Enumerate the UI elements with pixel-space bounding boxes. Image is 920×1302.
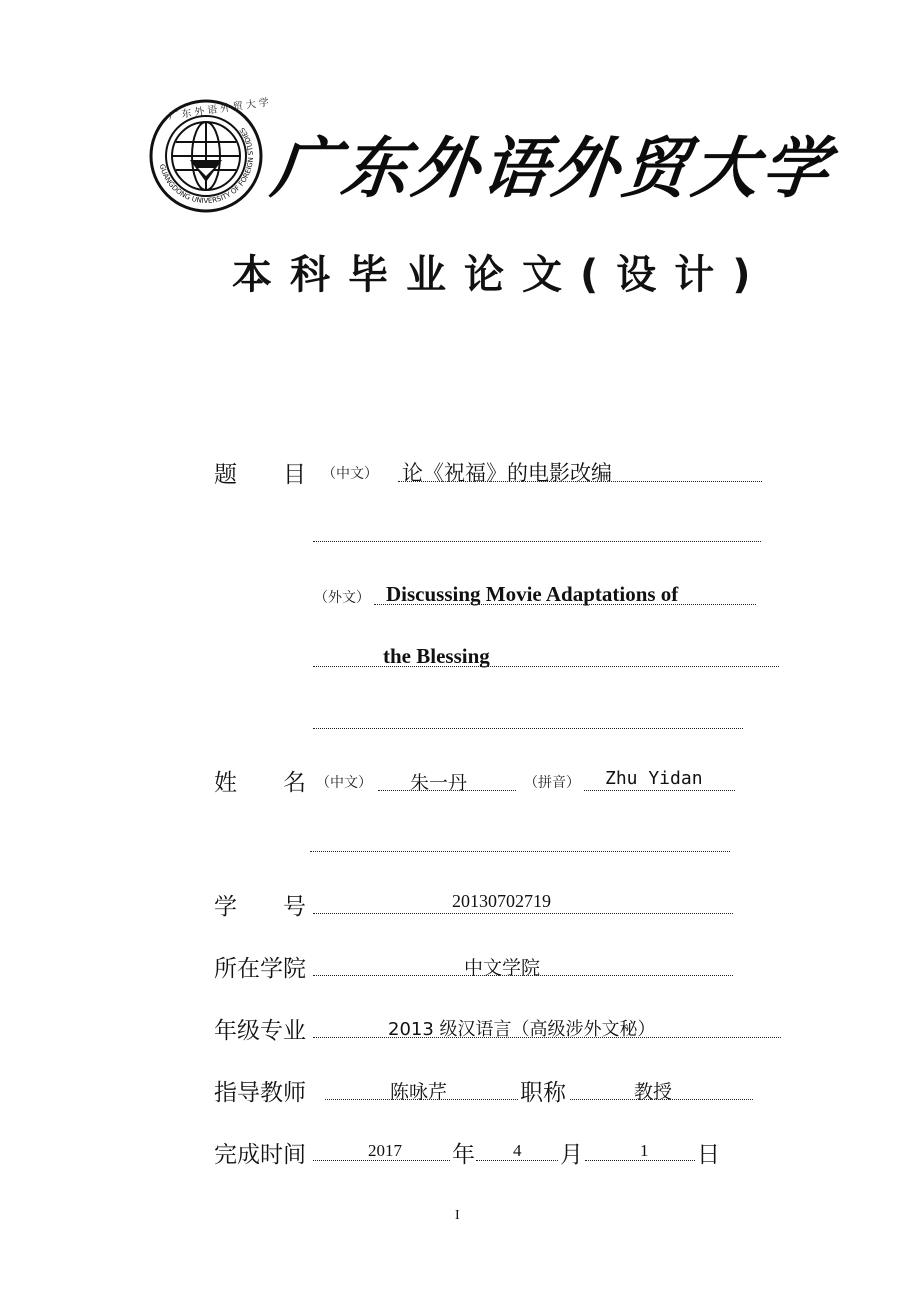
student-id-underline: [313, 913, 733, 914]
name-cn-tag: （中文）: [316, 775, 372, 791]
student-id-label: 学 号: [214, 894, 306, 920]
name-cn-underline: [378, 790, 516, 791]
title-en-underline-1: [374, 604, 756, 605]
year-underline: [313, 1160, 450, 1161]
month-value: 4: [513, 1141, 522, 1160]
name-label: 姓 名: [214, 770, 306, 796]
title-foreign-tag: （外文）: [314, 590, 370, 606]
name-pinyin-tag: （拼音）: [524, 775, 580, 791]
day-unit: 日: [697, 1142, 720, 1168]
seal-top-text: 广东外语外贸大学: [168, 96, 273, 123]
day-underline: [585, 1160, 695, 1161]
title-en-line2: the Blessing: [383, 644, 490, 668]
major-label: 年级专业: [214, 1018, 306, 1044]
rank-label: 职称: [520, 1080, 566, 1106]
title-en-line1: Discussing Movie Adaptations of: [386, 582, 679, 606]
advisor-label: 指导教师: [214, 1080, 306, 1106]
page-number: I: [455, 1208, 460, 1223]
university-name: 广东外语外贸大学: [267, 129, 837, 207]
title-cn-underline: [398, 481, 762, 482]
month-underline: [476, 1160, 558, 1161]
college-value: 中文学院: [464, 957, 541, 979]
advisor-underline: [325, 1099, 518, 1100]
date-label: 完成时间: [214, 1142, 306, 1168]
title-en-underline-2: [313, 666, 779, 667]
college-underline: [313, 975, 733, 976]
name-cn-value: 朱一丹: [410, 772, 468, 794]
advisor-value: 陈咏芹: [390, 1081, 448, 1103]
college-label: 所在学院: [214, 956, 306, 982]
title-cn-value: 论《祝福》的电影改编: [402, 461, 612, 485]
name-pinyin-underline: [584, 790, 735, 791]
title-en-underline-3: [313, 728, 743, 729]
day-value: 1: [640, 1141, 649, 1160]
major-value: 2013 级汉语言（高级涉外文秘）: [388, 1019, 656, 1040]
rank-underline: [570, 1099, 753, 1100]
name-pinyin-value: Zhu Yidan: [605, 768, 703, 789]
year-unit: 年: [452, 1142, 475, 1168]
name-underline-2: [310, 851, 730, 852]
document-type: 本科毕业论文(设计): [232, 252, 769, 298]
title-cn-underline-2: [313, 541, 761, 542]
rank-value: 教授: [634, 1081, 673, 1103]
title-label: 题 目: [214, 462, 306, 488]
title-cn-tag: （中文）: [322, 466, 378, 482]
seal-ring-text: GUANGDONG UNIVERSITY OF FOREIGN STUDIES: [157, 125, 256, 206]
year-value: 2017: [368, 1141, 402, 1160]
major-underline: [313, 1037, 781, 1038]
student-id-value: 20130702719: [452, 891, 551, 911]
month-unit: 月: [560, 1142, 583, 1168]
